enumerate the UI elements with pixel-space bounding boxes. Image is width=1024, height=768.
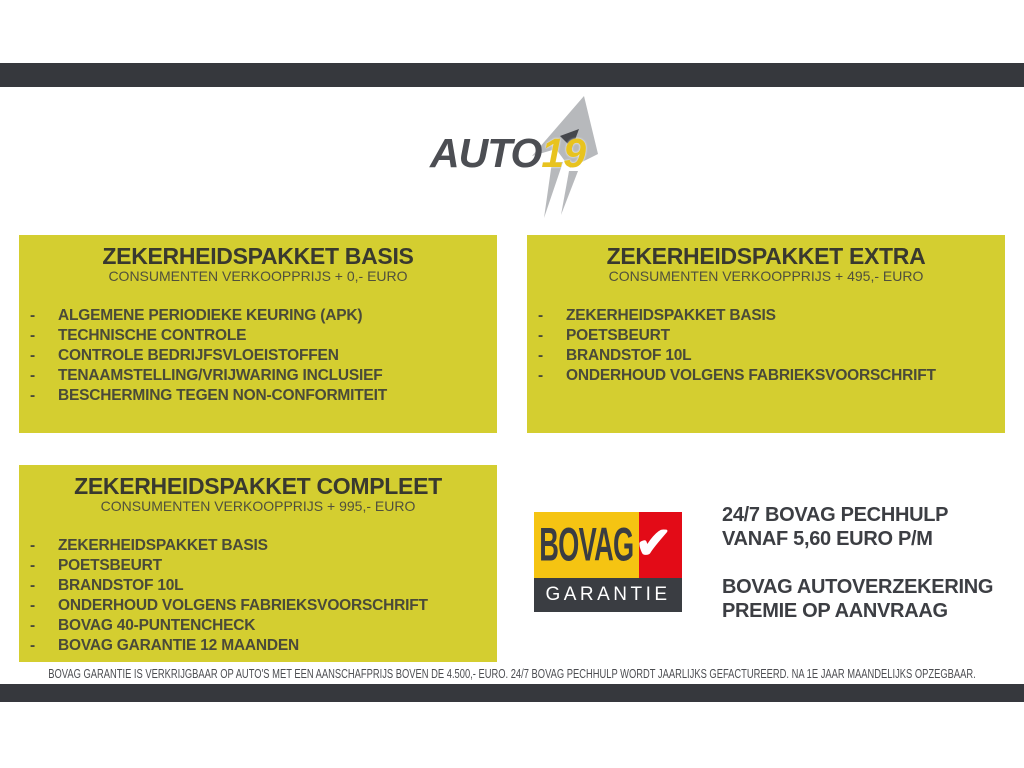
package-item: - BRANDSTOF 10L xyxy=(30,577,184,594)
package-item: - ZEKERHEIDSPAKKET BASIS xyxy=(538,307,776,324)
dash-bullet: - xyxy=(30,597,35,614)
dash-bullet: - xyxy=(538,327,543,344)
package-extra-card xyxy=(527,235,1005,433)
package-item-list xyxy=(19,306,497,406)
package-item: - ONDERHOUD VOLGENS FABRIEKSVOORSCHRIFT xyxy=(30,597,428,614)
logo-wordmark xyxy=(430,130,585,177)
offer-line: VANAF 5,60 EURO P/M xyxy=(722,528,933,550)
package-item: - ONDERHOUD VOLGENS FABRIEKSVOORSCHRIFT xyxy=(538,367,936,384)
bottom-divider-bar xyxy=(0,684,1024,702)
package-item: - TENAAMSTELLING/VRIJWARING INCLUSIEF xyxy=(30,367,383,384)
package-item: - TECHNISCHE CONTROLE xyxy=(30,327,247,344)
package-subtitle: CONSUMENTEN VERKOOPPRIJS + 0,- EURO xyxy=(108,268,408,284)
package-item: - BESCHERMING TEGEN NON-CONFORMITEIT xyxy=(30,387,388,404)
offer-pechhulp xyxy=(722,503,948,551)
package-item: - BRANDSTOF 10L xyxy=(538,347,692,364)
package-item: - BOVAG GARANTIE 12 MAANDEN xyxy=(30,637,300,654)
dash-bullet: - xyxy=(30,347,35,364)
bovag-garantie-text: GARANTIE xyxy=(534,578,682,612)
dash-bullet: - xyxy=(30,537,35,554)
dash-bullet: - xyxy=(538,367,543,384)
bovag-brand-text: BOVAG xyxy=(539,518,634,571)
top-divider-bar xyxy=(0,63,1024,87)
bovag-garantie-logo xyxy=(534,512,682,612)
legal-footnote: BOVAG GARANTIE IS VERKRIJGBAAR OP AUTO'S MET EEN AANSCHAFPRIJS BOVEN DE 4.500,- EURO. 24/7 BOVAG PECHHULP WORDT JAARLIJKS GEFACTUREERD. NA 1E JAAR MAANDELIJKS OPZEGBAAR. xyxy=(48,666,976,681)
logo-word-auto: AUTO xyxy=(430,130,542,176)
package-compleet-card xyxy=(19,465,497,662)
package-title: ZEKERHEIDSPAKKET EXTRA xyxy=(606,243,926,269)
dash-bullet: - xyxy=(30,617,35,634)
package-item: - ALGEMENE PERIODIEKE KEURING (APK) xyxy=(30,307,363,324)
package-item-list xyxy=(527,306,1005,386)
dash-bullet: - xyxy=(30,307,35,324)
dash-bullet: - xyxy=(30,367,35,384)
package-item: - CONTROLE BEDRIJFSVLOEISTOFFEN xyxy=(30,347,339,364)
check-icon: ✔ xyxy=(635,519,672,568)
auto19-logo xyxy=(420,94,640,220)
offer-line: BOVAG AUTOVERZEKERING xyxy=(722,576,994,598)
package-subtitle: CONSUMENTEN VERKOOPPRIJS + 995,- EURO xyxy=(100,498,416,514)
offer-line: PREMIE OP AANVRAAG xyxy=(722,600,948,622)
dash-bullet: - xyxy=(30,327,35,344)
package-title: ZEKERHEIDSPAKKET COMPLEET xyxy=(74,473,442,499)
package-item: - POETSBEURT xyxy=(538,327,670,344)
package-item: - POETSBEURT xyxy=(30,557,162,574)
dash-bullet: - xyxy=(538,307,543,324)
package-basis-card xyxy=(19,235,497,433)
dash-bullet: - xyxy=(30,637,35,654)
offer-autoverzekering xyxy=(722,575,993,623)
logo-number-19: 19 xyxy=(541,130,586,176)
package-title: ZEKERHEIDSPAKKET BASIS xyxy=(102,243,414,269)
package-subtitle: CONSUMENTEN VERKOOPPRIJS + 495,- EURO xyxy=(608,268,924,284)
dash-bullet: - xyxy=(30,387,35,404)
offer-line: 24/7 BOVAG PECHHULP xyxy=(722,504,949,526)
dash-bullet: - xyxy=(30,557,35,574)
package-item-list xyxy=(19,536,497,656)
package-item: - BOVAG 40-PUNTENCHECK xyxy=(30,617,256,634)
dash-bullet: - xyxy=(538,347,543,364)
package-item: - ZEKERHEIDSPAKKET BASIS xyxy=(30,537,268,554)
dash-bullet: - xyxy=(30,577,35,594)
